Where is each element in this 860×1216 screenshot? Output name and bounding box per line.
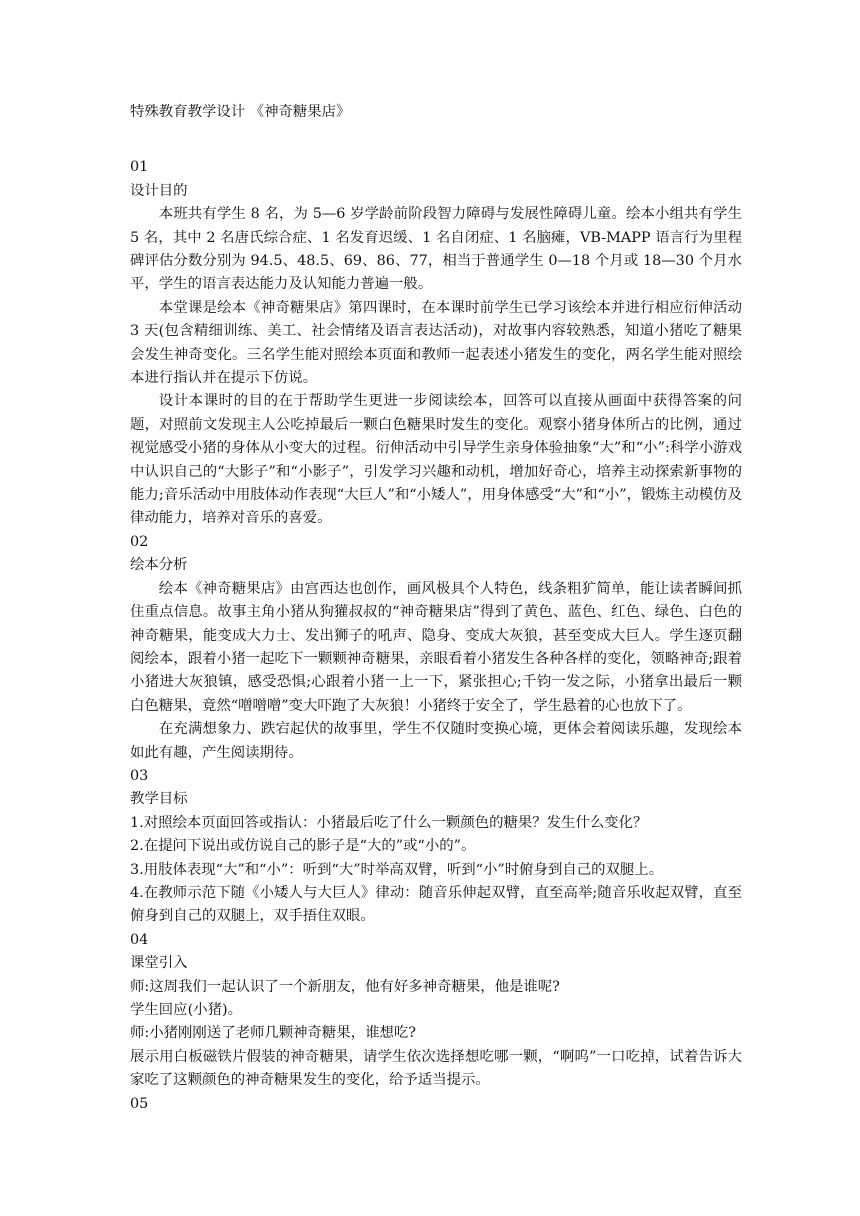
paragraph: 绘本《神奇糖果店》由宫西达也创作，画风极具个人特色，线条粗犷简单，能让读者瞬间抓住重点信息。故事主角小猪从狗獾叔叔的“神奇糖果店”得到了黄色、蓝色、红色、绿色、白色的神奇糖果，能变成大力士、发出狮子的吼声、隐身、变成大灰狼，甚至变成大巨人。学生逐页翻阅绘本，跟着小猪一起吃下一颗颗神奇糖果，亲眼看着小猪发生各种各样的变化，领略神奇;跟着小猪进大灰狼镇，感受恐惧;心跟着小猪一上一下，紧张担心;千钧一发之际，小猪拿出最后一颗白色糖果，竟然“噌噌噌”变大吓跑了大灰狼！小猪终于安全了，学生悬着的心也放下了。 <box>130 580 742 714</box>
section-heading: 设计目的 <box>130 182 188 199</box>
section-five <box>130 1093 742 1116</box>
section-design-purpose <box>130 156 742 531</box>
dialogue-line: 师:小猪刚刚送了老师几颗神奇糖果，谁想吃? <box>130 1025 416 1042</box>
document-page <box>130 101 742 1116</box>
paragraph: 在充满想象力、跌宕起伏的故事里，学生不仅随时变换心境，更体会着阅读乐趣，发现绘本如此有趣，产生阅读期待。 <box>130 721 742 761</box>
section-number: 05 <box>130 1095 149 1112</box>
goal-item: 2.在提问下说出或仿说自己的影子是“大的”或“小的”。 <box>130 838 476 855</box>
section-number: 03 <box>130 767 149 784</box>
section-heading: 教学目标 <box>130 791 188 808</box>
section-heading: 绘本分析 <box>130 557 188 574</box>
section-number: 04 <box>130 931 149 948</box>
goal-item: 3.用肢体表现“大”和“小”：听到“大”时举高双臂，听到“小”时俯身到自己的双腿上。 <box>130 861 664 878</box>
section-class-intro <box>130 929 742 1093</box>
section-book-analysis <box>130 531 742 765</box>
dialogue-line: 师:这周我们一起认识了一个新朋友，他有好多神奇糖果，他是谁呢? <box>130 978 560 995</box>
goal-item: 4.在教师示范下随《小矮人与大巨人》律动：随音乐伸起双臂，直至高举;随音乐收起双臂，直至俯身到自己的双腿上，双手捂住双眼。 <box>130 884 742 925</box>
section-number: 02 <box>130 533 149 550</box>
section-number: 01 <box>130 159 149 176</box>
section-heading: 课堂引入 <box>130 955 188 972</box>
document-title: 特殊教育教学设计 《神奇糖果店》 <box>130 104 351 120</box>
dialogue-line: 学生回应(小猪)。 <box>130 1002 242 1019</box>
paragraph: 本堂课是绘本《神奇糖果店》第四课时，在本课时前学生已学习该绘本并进行相应衍伸活动 3 天(包含精细训练、美工、社会情绪及语言表达活动)，对故事内容较熟悉，知道小猪吃了糖果会发生神奇变化。三名学生能对照绘本页面和教师一起表述小猪发生的变化，两名学生能对照绘本进行指认并在提示下仿说。 <box>130 299 742 387</box>
spacer <box>130 124 742 156</box>
goal-item: 1.对照绘本页面回答或指认：小猪最后吃了什么一颗颜色的糖果？发生什么变化？ <box>130 814 648 831</box>
section-teaching-goals <box>130 765 742 929</box>
paragraph: 本班共有学生 8 名，为 5—6 岁学龄前阶段智力障碍与发展性障碍儿童。绘本小组共有学生 5 名，其中 2 名唐氏综合症、1 名发育迟缓、1 名自闭症、1 名脑瘫，VB-MAPP 语言行为里程碑评估分数分别为 94.5、48.5、69、86、77，相当于普通学生 0—18 个月或 18—30 个月水平，学生的语言表达能力及认知能力普遍一般。 <box>130 206 742 293</box>
paragraph: 展示用白板磁铁片假装的神奇糖果，请学生依次选择想吃哪一颗，“啊呜”一口吃掉，试着告诉大家吃了这颗颜色的神奇糖果发生的变化，给予适当提示。 <box>130 1048 742 1089</box>
paragraph: 设计本课时的目的在于帮助学生更进一步阅读绘本，回答可以直接从画面中获得答案的问题，对照前文发现主人公吃掉最后一颗白色糖果时发生的变化。观察小猪身体所占的比例，通过视觉感受小猪的身体从小变大的过程。衍伸活动中引导学生亲身体验抽象“大”和“小”:科学小游戏中认识自己的“大影子”和“小影子”，引发学习兴趣和动机，增加好奇心，培养主动探索新事物的能力;音乐活动中用肢体动作表现“大巨人”和“小矮人”，用身体感受“大”和“小”，锻炼主动模仿及律动能力，培养对音乐的喜爱。 <box>130 393 742 527</box>
